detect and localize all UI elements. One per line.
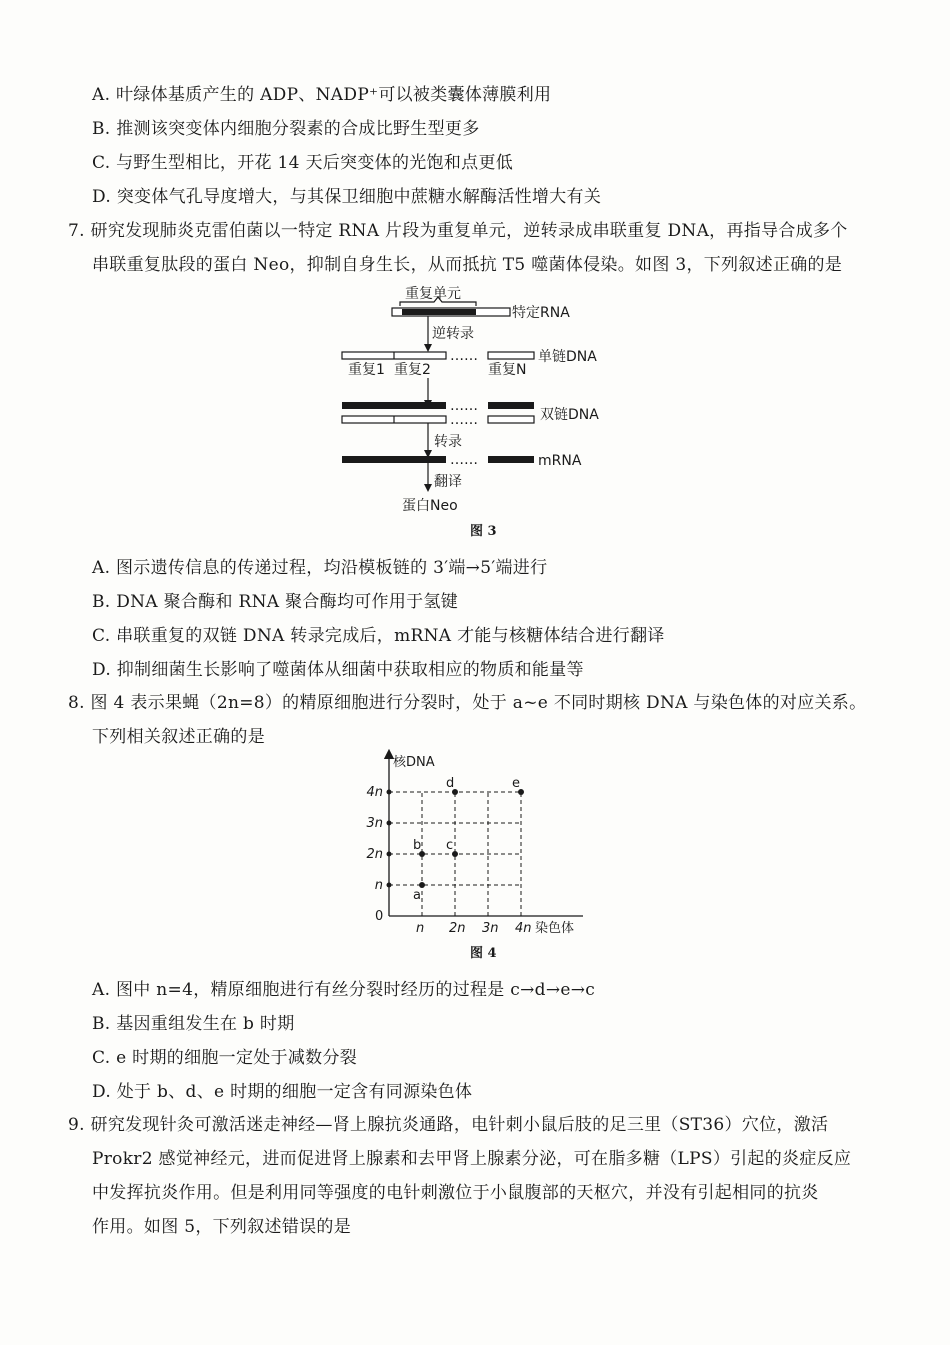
x-tick-label: 3n xyxy=(482,921,499,936)
dsdna-ellipsis-bottom: …… xyxy=(450,412,478,428)
q8-option-b: B. 基因重组发生在 b 时期 xyxy=(92,1014,295,1034)
y-axis-label: 核DNA xyxy=(393,755,435,770)
q6-option-c: C. 与野生型相比，开花 14 天后突变体的光饱和点更低 xyxy=(92,153,514,173)
mrna-left xyxy=(342,456,446,463)
q6-option-b: B. 推测该突变体内细胞分裂素的合成比野生型更多 xyxy=(92,119,480,139)
q7-option-d: D. 抑制细菌生长影响了噬菌体从细菌中获取相应的物质和能量等 xyxy=(92,660,584,680)
q8-option-d: D. 处于 b、d、e 时期的细胞一定含有同源染色体 xyxy=(92,1082,473,1102)
label-transcription: 转录 xyxy=(434,434,462,450)
dsdna-top-left xyxy=(342,402,446,409)
data-point-label-c: c xyxy=(446,838,454,853)
q7-option-c: C. 串联重复的双链 DNA 转录完成后，mRNA 才能与核糖体结合进行翻译 xyxy=(92,626,665,646)
label-ssdna: 单链DNA xyxy=(538,349,597,365)
dsdna-top-right xyxy=(488,402,534,409)
arrow-head-4 xyxy=(424,484,432,492)
q9-stem-line2: Prokr2 感觉神经元，进而促进肾上腺素和去甲肾上腺素分泌，可在脂多糖（LPS）引起的炎症反应 xyxy=(92,1149,852,1169)
x-tick-label: 4n xyxy=(515,921,532,936)
data-point-label-a: a xyxy=(413,888,421,903)
figure-4-caption: 图 4 xyxy=(470,946,497,961)
figure-3-caption: 图 3 xyxy=(470,524,497,539)
x-axis-label: 染色体 xyxy=(535,921,575,936)
q7-stem-line1: 7. 研究发现肺炎克雷伯菌以一特定 RNA 片段为重复单元，逆转录成串联重复 DNA，再指导合成多个 xyxy=(68,221,848,241)
y-tick-label: 3n xyxy=(366,816,383,831)
q6-option-d: D. 突变体气孔导度增大，与其保卫细胞中蔗糖水解酶活性增大有关 xyxy=(92,187,602,207)
ssdna-ellipsis: …… xyxy=(450,348,478,364)
y-tick-label: 4n xyxy=(366,785,383,800)
x-tick-label: 2n xyxy=(449,921,466,936)
x-tick-label: n xyxy=(416,921,425,936)
y-tick-dot xyxy=(387,852,392,857)
specific-rna-segment xyxy=(402,309,476,315)
q8-stem-line1: 8. 图 4 表示果蝇（2n=8）的精原细胞进行分裂时，处于 a~e 不同时期核 DNA 与染色体的对应关系。 xyxy=(68,693,867,713)
q9-stem-line3: 中发挥抗炎作用。但是利用同等强度的电针刺激位于小鼠腹部的天枢穴，并没有引起相同的抗炎 xyxy=(92,1183,819,1203)
y-tick-label: 2n xyxy=(366,847,383,862)
label-dsdna: 双链DNA xyxy=(540,407,599,423)
figure-4-chart xyxy=(355,748,595,938)
data-point-label-d: d xyxy=(446,776,455,791)
arrow-head-1 xyxy=(424,344,432,352)
label-repeatN: 重复N xyxy=(488,362,527,378)
dsdna-bottom-right xyxy=(488,416,534,423)
q7-stem-line2: 串联重复肽段的蛋白 Neo，抑制自身生长，从而抵抗 T5 噬菌体侵染。如图 3，下列叙述正确的是 xyxy=(92,255,843,275)
label-reverse-transcription: 逆转录 xyxy=(432,326,474,342)
label-specific-rna: 特定RNA xyxy=(512,305,570,321)
q7-option-a: A. 图示遗传信息的传递过程，均沿模板链的 3′端→5′端进行 xyxy=(92,558,548,578)
label-repeat1: 重复1 xyxy=(348,362,385,378)
q8-option-c: C. e 时期的细胞一定处于减数分裂 xyxy=(92,1048,358,1068)
label-protein-neo: 蛋白Neo xyxy=(402,498,458,514)
y-tick-dot xyxy=(387,883,392,888)
label-repeat2: 重复2 xyxy=(394,362,431,378)
q8-stem-line2: 下列相关叙述正确的是 xyxy=(92,727,265,747)
q7-option-b: B. DNA 聚合酶和 RNA 聚合酶均可作用于氢键 xyxy=(92,592,459,612)
label-translation: 翻译 xyxy=(434,474,462,490)
label-repeat-unit: 重复单元 xyxy=(405,286,461,302)
dsdna-ellipsis-top: …… xyxy=(450,398,478,414)
y-tick-dot xyxy=(387,821,392,826)
q8-option-a: A. 图中 n=4，精原细胞进行有丝分裂时经历的过程是 c→d→e→c xyxy=(92,980,596,1000)
ssdna-right xyxy=(488,352,534,359)
y-tick-dot xyxy=(387,790,392,795)
data-point-label-e: e xyxy=(512,776,520,791)
label-mrna: mRNA xyxy=(538,453,582,469)
figure-3-diagram xyxy=(330,280,630,540)
q9-stem-line4: 作用。如图 5，下列叙述错误的是 xyxy=(92,1217,352,1237)
y-tick-label: n xyxy=(374,878,383,893)
data-point-label-b: b xyxy=(413,838,422,853)
mrna-right xyxy=(488,456,534,463)
q9-stem-line1: 9. 研究发现针灸可激活迷走神经—肾上腺抗炎通路，电针刺小鼠后肢的足三里（ST36）穴位，激活 xyxy=(68,1115,829,1135)
origin-label: 0 xyxy=(375,909,384,924)
q6-option-a: A. 叶绿体基质产生的 ADP、NADP⁺可以被类囊体薄膜利用 xyxy=(92,85,552,105)
mrna-ellipsis: …… xyxy=(450,452,478,468)
